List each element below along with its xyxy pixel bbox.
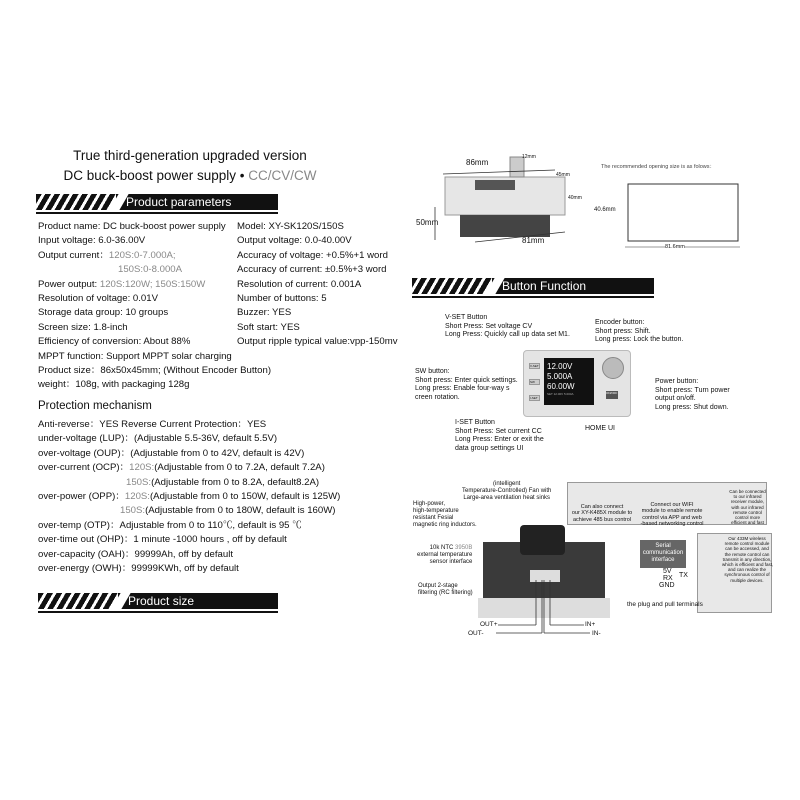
param-variant: 120S:0-7.000A; <box>108 249 176 261</box>
rf-label <box>722 536 772 583</box>
text-line: Short press: Enter quick settings. <box>415 376 518 384</box>
ir-label <box>725 489 770 525</box>
text-line: receiver module, <box>730 499 765 505</box>
serial-pins <box>653 568 688 589</box>
param-variant: 150S:0-8.000A <box>118 264 183 276</box>
text-line: -based networking control <box>640 521 704 528</box>
filter-label <box>418 583 473 597</box>
protection-variant: 150S: <box>120 505 146 517</box>
text-line: High-power, <box>413 501 446 507</box>
param-row <box>38 364 271 378</box>
subheadline-sep: • <box>236 168 249 183</box>
protection-label: over-energy (OWH)：99999KWh, off by default <box>38 563 239 575</box>
dim-width: 86mm <box>466 158 489 167</box>
dim-depth2: 40mm <box>568 195 582 201</box>
section-banner-buttons <box>412 278 654 298</box>
protection-row <box>38 562 340 576</box>
protection-row <box>38 432 340 446</box>
vset-key[interactable]: V-SET <box>530 364 539 368</box>
param-text: MPPT function: Support MPPT solar charging <box>38 350 232 362</box>
section-title: Product size <box>128 594 195 608</box>
param-text: weight：108g, with packaging 128g <box>38 379 190 391</box>
param-row: Output ripple typical value:vpp-150mv <box>237 336 398 348</box>
pin-gnd: GND <box>659 582 675 589</box>
text-line: transmit in any direction, <box>722 556 772 562</box>
screen-power: 60.00W <box>547 382 575 391</box>
param-row: Accuracy of voltage: +0.5%+1 word <box>237 249 388 261</box>
text-line: Serial <box>655 543 671 549</box>
subheadline-accent: CC/CV/CW <box>248 168 317 183</box>
device-front <box>523 350 631 417</box>
sw-key[interactable]: SW <box>529 379 540 385</box>
out-minus-label: OUT- <box>468 630 484 637</box>
param-row: Output voltage: 0.0-40.00V <box>237 235 352 247</box>
text-line: interface <box>651 557 675 563</box>
text-line: data group settings UI <box>455 444 524 452</box>
dim-bottom: 81mm <box>522 236 545 245</box>
protection-row <box>38 519 340 533</box>
param-row <box>38 350 271 364</box>
pin-rx: RX <box>663 575 673 582</box>
terminals-label: the plug and pull terminals <box>627 601 703 608</box>
text-line: Can be connected <box>729 489 766 494</box>
protection-label: over-current (OCP)： <box>38 462 130 474</box>
section-title: Product parameters <box>126 195 232 209</box>
param-text: Output current： <box>38 249 109 261</box>
fan <box>520 525 565 555</box>
subheadline <box>20 168 360 183</box>
text-line: Our 433M wireless <box>728 536 766 541</box>
text-line: Long Press: Enter or exit the <box>455 436 544 444</box>
text-line: the remote control can <box>724 551 770 557</box>
protection-row <box>38 476 340 490</box>
param-text: Storage data group: 10 groups <box>38 307 169 319</box>
protection-label: Anti-reverse：YES Reverse Current Protection：YES <box>38 419 267 430</box>
screen-set: SET 12.00V 5.000A <box>547 392 574 396</box>
serial-label <box>640 540 686 568</box>
param-text: Screen size: 1.8-inch <box>38 321 128 333</box>
protection-row <box>38 548 340 562</box>
protection-row <box>38 418 340 432</box>
text-line: Power button: <box>655 378 699 385</box>
text-line: high-temperature <box>413 508 459 514</box>
ntc-label <box>417 545 472 566</box>
ntc-model: 3950B <box>455 545 473 551</box>
protection-heading: Protection mechanism <box>38 400 152 412</box>
protection-row <box>38 533 340 547</box>
protection-label: over-voltage (OUP)：(Adjustable from 0 to 42V, default is 42V) <box>38 447 305 459</box>
text-line: control via APP and web <box>642 514 702 521</box>
param-text: Product size：86x50x45mm; (Without Encoder Button) <box>38 365 272 377</box>
text-line: Temperature-Controlled) Fan with <box>462 488 552 494</box>
text-line: remote control module <box>724 541 770 547</box>
text-line: filtering (RC filtering) <box>418 590 473 596</box>
param-text: Resolution of voltage: 0.01V <box>38 293 159 305</box>
protection-value: (Adjustable from 0 to 150W, default is 125W) <box>149 491 341 503</box>
param-row: Resolution of current: 0.001A <box>237 278 362 290</box>
pin-5v: 5V <box>663 568 672 575</box>
text-line: achieve 485 bus control <box>572 516 632 523</box>
subheadline-main: DC buck-boost power supply <box>63 168 237 183</box>
text-line: output on/off. <box>655 395 696 403</box>
text-line: can be accessed, and <box>725 546 769 552</box>
text-line: Short press: Turn power <box>655 386 730 394</box>
protection-variant: 120S: <box>129 462 155 474</box>
dim-height: 50mm <box>416 218 439 227</box>
text-line: module to enable remote <box>641 508 703 515</box>
vset-desc <box>445 314 570 340</box>
param-row: Model: XY-SK120S/150S <box>237 221 344 232</box>
text-line: V-SET Button <box>445 314 488 321</box>
fan-label <box>462 481 551 502</box>
dimension-drawing <box>415 152 785 252</box>
text-line: Long press: Shut down. <box>655 403 729 411</box>
params-right <box>237 220 398 350</box>
protection-value: (Adjustable from 0 to 7.2A, default 7.2A) <box>154 462 325 474</box>
text-line: to our infrared <box>733 494 762 500</box>
text-line: (intelligent <box>493 481 521 487</box>
text-line: Long Press: Quickly call up data set M1. <box>445 331 570 339</box>
param-text: Efficiency of conversion: About 88% <box>38 336 191 348</box>
text-line: SW button: <box>415 368 450 375</box>
text-line: with our infrared <box>731 504 764 510</box>
text-line: Large-area ventilation heat sinks <box>463 495 551 501</box>
param-row: Buzzer: YES <box>237 307 292 319</box>
protection-variant: 150S: <box>126 476 152 488</box>
section-title: Button Function <box>502 279 587 293</box>
encoder-desc <box>595 319 683 345</box>
sw-desc <box>415 368 518 402</box>
protection-label: over-capacity (OAH)：99999Ah, off by default <box>38 548 233 560</box>
text-line: remote control <box>733 509 762 515</box>
text-line: Connect our WIFI <box>650 502 694 508</box>
ntc-text: sensor interface <box>429 559 473 565</box>
terminal-leader-lines <box>470 580 610 640</box>
protection-row <box>38 490 340 504</box>
text-line: communication <box>642 550 684 556</box>
wifi-label <box>637 502 707 528</box>
out-plus-label: OUT+ <box>480 621 498 628</box>
protection-label: under-voltage (LUP)：(Adjustable 5.5-36V, default 5.5V) <box>38 433 278 445</box>
screen-voltage: 12.00V <box>547 362 573 371</box>
protection-row <box>38 504 340 518</box>
dim-knob: 12mm <box>522 154 536 160</box>
text-line: Short Press: Set voltage CV <box>445 322 533 330</box>
power-key[interactable]: ON/OFF <box>606 391 618 399</box>
text-line: which is efficient and fast, <box>722 562 774 568</box>
text-line: Can also connect <box>580 504 624 510</box>
text-line: control more <box>734 515 760 521</box>
text-line: creen rotation. <box>415 393 460 401</box>
pin-tx: TX <box>679 572 688 579</box>
text-line: Output 2-stage <box>418 583 458 589</box>
in-plus-label: IN+ <box>585 621 596 628</box>
screen <box>544 358 594 405</box>
text-line: Long press: Enable four-way s <box>415 385 510 393</box>
protection-row <box>38 461 340 475</box>
rs485-label <box>568 504 636 523</box>
param-row <box>38 378 271 392</box>
ntc-text: 10k NTC <box>429 545 456 551</box>
text-line: magnetic ring inductors. <box>413 522 477 528</box>
section-banner-size <box>38 593 278 613</box>
text-line: synchronous control of <box>724 572 770 578</box>
protection-label: over-time out (OHP)：1 minute -1000 hours , off by default <box>38 534 287 546</box>
text-line: our XY-K485X module to <box>571 510 633 517</box>
param-text: Input voltage: 6.0-36.00V <box>38 235 146 247</box>
protection-list <box>38 418 340 576</box>
encoder-knob[interactable] <box>602 357 624 379</box>
param-variant: 120S:120W; 150S:150W <box>99 278 206 290</box>
text-line: Short Press: Set current CC <box>455 427 542 435</box>
text-line: Short press: Shift. <box>595 327 651 335</box>
protection-label: over-temp (OTP)：Adjustable from 0 to 110℃, default is 95 ℃ <box>38 519 302 531</box>
iset-desc <box>455 419 544 453</box>
home-ui-label: HOME UI <box>585 425 615 432</box>
protection-variant: 120S: <box>124 491 150 503</box>
text-line: efficient and fast <box>731 520 764 526</box>
inductor-label <box>413 501 477 529</box>
dim-depth: 45mm <box>556 172 570 178</box>
param-row: Number of buttons: 5 <box>237 293 327 305</box>
protection-row <box>38 447 340 461</box>
text-line: Encoder button: <box>595 319 645 326</box>
in-minus-label: IN- <box>592 630 601 637</box>
text-line: and can realize the <box>727 567 767 573</box>
ntc-text: external temperature <box>417 552 473 558</box>
param-row: Soft start: YES <box>237 321 300 333</box>
opening-title: The recommended opening size is as folows： <box>601 164 716 170</box>
iset-key[interactable]: I-SET <box>529 395 540 401</box>
protection-value: (Adjustable from 0 to 8.2A, default8.2A) <box>151 476 320 488</box>
screen-current: 5.000A <box>547 372 573 381</box>
text-line: Long press: Lock the button. <box>595 336 684 344</box>
protection-value: (Adjustable from 0 to 180W, default is 160W) <box>145 505 336 517</box>
param-text: Product name: DC buck-boost power supply <box>38 221 226 232</box>
text-line: I-SET Button <box>455 419 495 426</box>
headline: True third-generation upgraded version <box>73 148 307 163</box>
param-row: Accuracy of current: ±0.5%+3 word <box>237 264 387 276</box>
param-text: Power output: <box>38 278 100 290</box>
power-desc <box>655 378 730 412</box>
section-banner-params <box>36 194 278 214</box>
text-line: resistant Fesial <box>413 515 454 521</box>
text-line: multiple devices. <box>730 577 764 583</box>
opening-width: 81.6mm <box>665 244 685 250</box>
protection-label: over-power (OPP)： <box>38 491 125 503</box>
opening-height: 40.6mm <box>594 207 616 213</box>
